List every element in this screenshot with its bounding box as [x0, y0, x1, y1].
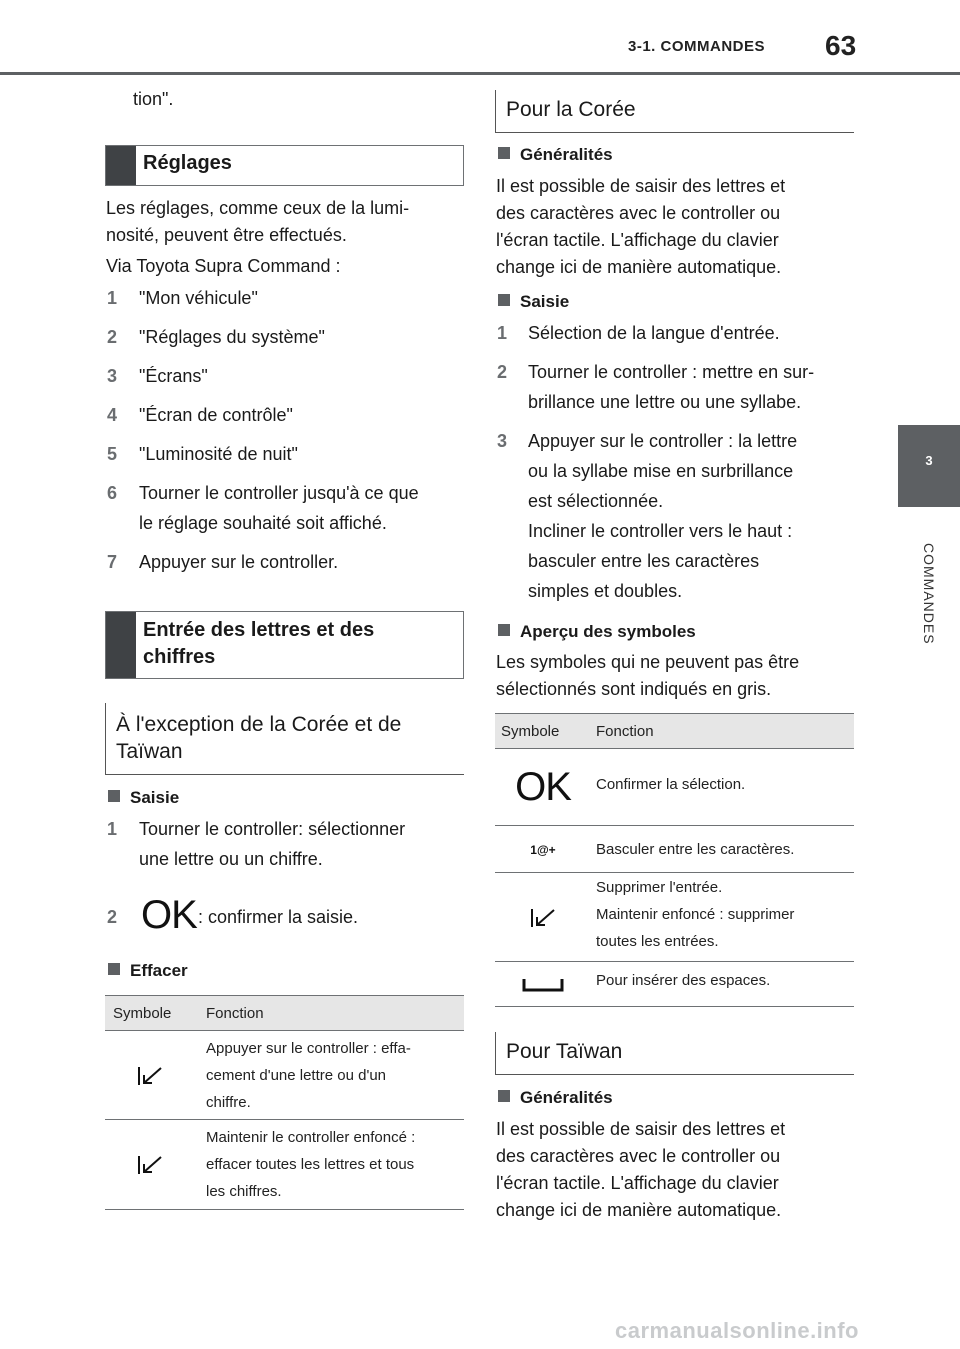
- function-line: Supprimer l'entrée.: [596, 879, 723, 896]
- step-text: simples et doubles.: [528, 581, 683, 601]
- step-number: 3: [497, 431, 508, 451]
- step-text: Incliner le controller vers le haut :: [528, 521, 793, 541]
- reglages-box: [105, 145, 464, 186]
- step-number: 1: [497, 323, 508, 343]
- step-text: est sélectionnée.: [528, 491, 664, 511]
- effacer-heading: Effacer: [108, 961, 188, 981]
- except-title-line-1: À l'exception de la Corée et de: [116, 713, 402, 736]
- step-number: 1: [107, 288, 118, 308]
- bullet-square-icon: [498, 147, 510, 159]
- step-text: basculer entre les caractères: [528, 551, 760, 571]
- step-text: : confirmer la saisie.: [198, 907, 359, 927]
- function-line: Basculer entre les caractères.: [596, 841, 795, 858]
- bullet-square-icon: [108, 790, 120, 802]
- body-line: des caractères avec le controller ou: [496, 1146, 781, 1166]
- function-line: effacer toutes les lettres et tous: [206, 1156, 415, 1173]
- step-text: le réglage souhaité soit affiché.: [139, 513, 387, 533]
- chapter-number: 3: [925, 453, 933, 468]
- step-text: une lettre ou un chiffre.: [139, 849, 323, 869]
- except-subsection: [105, 703, 464, 775]
- function-line: cement d'une lettre ou d'un: [206, 1067, 387, 1084]
- body-line: l'écran tactile. L'affichage du clavier: [496, 230, 779, 250]
- step-text: Appuyer sur le controller.: [139, 552, 339, 572]
- function-line: toutes les entrées.: [596, 933, 719, 950]
- body-line: Les symboles qui ne peuvent pas être: [496, 652, 800, 672]
- entree-title-line-1: Entrée des lettres et des: [143, 619, 375, 641]
- table-row: [105, 1120, 464, 1210]
- step-text: ou la syllabe mise en surbrillance: [528, 461, 794, 481]
- step-text: "Mon véhicule": [139, 288, 258, 308]
- entree-title-line-2: chiffres: [143, 646, 216, 668]
- taiwan-title: Pour Taïwan: [506, 1040, 623, 1063]
- table-row: [105, 1031, 464, 1120]
- body-line: sélectionnés sont indiqués en gris.: [496, 679, 772, 699]
- taiwan-subsection: [495, 1032, 854, 1075]
- reglages-para-2: nosité, peuvent être effectués.: [106, 225, 347, 245]
- step-number: 7: [107, 552, 118, 572]
- saisie-heading: Saisie: [498, 292, 569, 312]
- space-icon: [495, 962, 591, 1007]
- char-switch-icon: 1@+: [530, 842, 556, 857]
- effacer-table: [105, 995, 464, 1211]
- body-line: l'écran tactile. L'affichage du clavier: [496, 1173, 779, 1193]
- function-line: chiffre.: [206, 1094, 251, 1111]
- watermark: carmanualsonline.info: [615, 1318, 859, 1343]
- table-row: [495, 749, 854, 826]
- col-symbol: Symbole: [113, 1005, 172, 1022]
- step-number: 5: [107, 444, 118, 464]
- delete-arrow-icon: [495, 873, 591, 962]
- ok-icon: OK: [141, 893, 197, 937]
- function-line: Confirmer la sélection.: [596, 776, 746, 793]
- intro-continuation: tion".: [133, 89, 174, 109]
- chapter-label: COMMANDES: [921, 543, 937, 645]
- step-number: 6: [107, 483, 118, 503]
- step-text: "Luminosité de nuit": [139, 444, 298, 464]
- step-number: 2: [107, 327, 118, 347]
- step-text: Appuyer sur le controller : la lettre: [528, 431, 798, 451]
- chapter-tab: [898, 425, 960, 507]
- table-header: [495, 713, 854, 749]
- step-text: brillance une lettre ou une syllabe.: [528, 392, 802, 412]
- step-number: 4: [107, 405, 118, 425]
- except-title-line-2: Taïwan: [116, 740, 183, 763]
- page-number: 63: [825, 30, 857, 61]
- saisie-heading: Saisie: [108, 788, 179, 808]
- ok-icon: OK: [515, 765, 571, 809]
- coree-subsection: [495, 90, 854, 133]
- step-text: Tourner le controller : mettre en sur-: [528, 362, 815, 382]
- bullet-square-icon: [498, 624, 510, 636]
- apercu-heading: Aperçu des symboles: [498, 622, 696, 642]
- step-number: 1: [107, 819, 118, 839]
- function-line: Pour insérer des espaces.: [596, 972, 771, 989]
- reglages-para-1: Les réglages, comme ceux de la lumi-: [106, 198, 410, 218]
- body-line: Il est possible de saisir des lettres et: [496, 176, 786, 196]
- delete-arrow-icon: [105, 1031, 195, 1120]
- section-title: 3-1. COMMANDES: [628, 38, 766, 55]
- delete-arrow-icon: [105, 1120, 195, 1210]
- body-line: change ici de manière automatique.: [496, 1200, 782, 1220]
- col-function: Fonction: [596, 723, 654, 740]
- step-text: "Écran de contrôle": [139, 405, 293, 425]
- box-bar: [106, 612, 136, 678]
- entree-box: [105, 611, 464, 679]
- bullet-square-icon: [498, 1090, 510, 1102]
- step-text: Tourner le controller: sélectionner: [139, 819, 406, 839]
- step-text: Sélection de la langue d'entrée.: [528, 323, 780, 343]
- table-row: [495, 826, 854, 873]
- col-function: Fonction: [206, 1005, 264, 1022]
- symbols-table: [495, 713, 854, 1007]
- step-number: 2: [497, 362, 508, 382]
- body-line: change ici de manière automatique.: [496, 257, 782, 277]
- header-rule: [0, 72, 960, 75]
- body-line: des caractères avec le controller ou: [496, 203, 781, 223]
- function-line: Maintenir enfoncé : supprimer: [596, 906, 795, 923]
- table-row: [495, 873, 854, 962]
- step-text: Tourner le controller jusqu'à ce que: [139, 483, 419, 503]
- table-row: [495, 962, 854, 1007]
- function-line: Maintenir le controller enfoncé :: [206, 1129, 416, 1146]
- step-text: "Écrans": [139, 366, 208, 386]
- function-line: les chiffres.: [206, 1183, 282, 1200]
- reglages-via: Via Toyota Supra Command :: [106, 256, 341, 276]
- generalites-heading: Généralités: [498, 145, 613, 165]
- box-bar: [106, 146, 136, 185]
- generalites-heading: Généralités: [498, 1088, 613, 1108]
- body-line: Il est possible de saisir des lettres et: [496, 1119, 786, 1139]
- bullet-square-icon: [108, 963, 120, 975]
- bullet-square-icon: [498, 294, 510, 306]
- step-text: "Réglages du système": [139, 327, 325, 347]
- step-number: 3: [107, 366, 118, 386]
- function-line: Appuyer sur le controller : effa-: [206, 1040, 411, 1057]
- col-symbol: Symbole: [501, 723, 560, 740]
- reglages-title: Réglages: [143, 152, 232, 174]
- coree-title: Pour la Corée: [506, 98, 636, 121]
- step-number: 2: [107, 907, 118, 927]
- table-header: [105, 995, 464, 1031]
